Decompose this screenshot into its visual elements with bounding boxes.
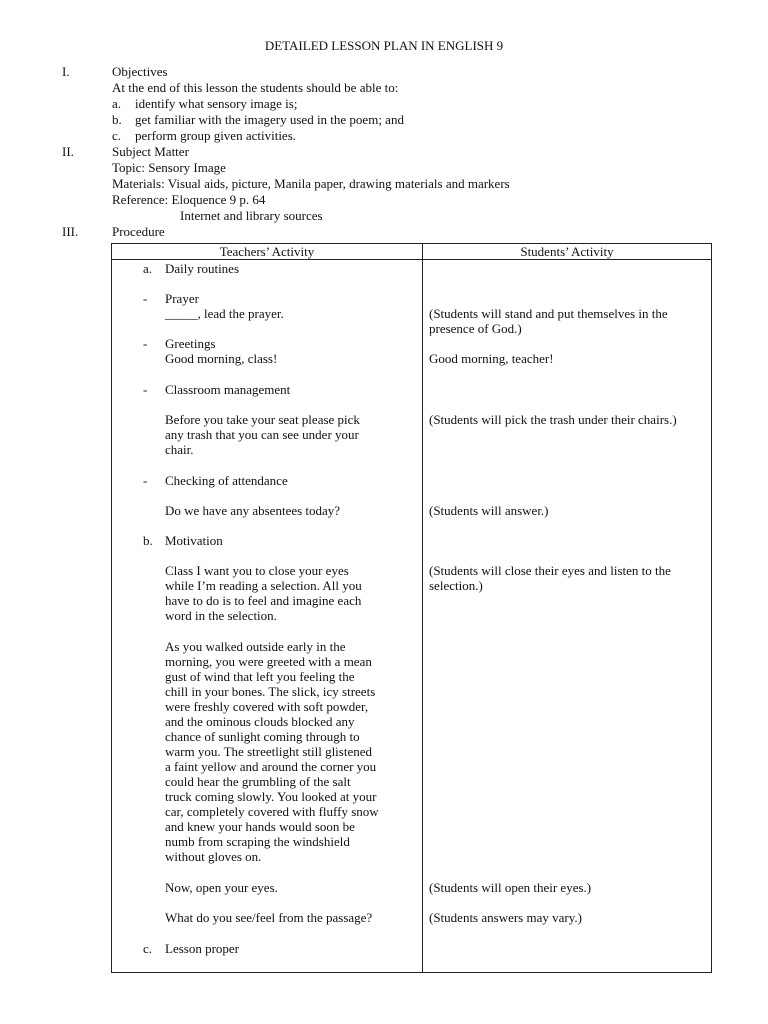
routine-label: Classroom management <box>165 382 291 397</box>
student-response: Good morning, teacher! <box>429 351 554 366</box>
teacher-line: Now, open your eyes. <box>165 880 278 895</box>
objective-text: get familiar with the imagery used in the poem; and <box>135 112 404 127</box>
section-number: II. <box>62 144 74 159</box>
students-activity-cell <box>423 260 712 973</box>
teachers-activity-cell <box>112 260 423 973</box>
reference-text-2: Internet and library sources <box>180 208 323 223</box>
teacher-line: _____, lead the prayer. <box>165 306 284 321</box>
reference-text: Reference: Eloquence 9 p. 64 <box>112 192 266 207</box>
section-heading: Objectives <box>112 64 168 79</box>
topic-text: Topic: Sensory Image <box>112 160 226 175</box>
objective-letter: a. <box>112 96 122 111</box>
section-heading: Subject Matter <box>112 144 189 159</box>
bullet-dash: - <box>143 382 148 397</box>
bullet-dash: - <box>143 473 148 488</box>
student-response: (Students will answer.) <box>429 503 549 518</box>
objective-letter: c. <box>112 128 122 143</box>
step-letter: b. <box>143 533 153 548</box>
objectives-intro: At the end of this lesson the students should be able to: <box>112 80 399 95</box>
procedure-heading-row <box>62 224 702 240</box>
subject-heading-row <box>62 144 702 160</box>
student-response: (Students will open their eyes.) <box>429 880 592 895</box>
student-response: (Students will stand and put themselves in the presence of God.) <box>429 306 668 336</box>
bullet-dash: - <box>143 291 148 306</box>
teachers-activity-header: Teachers’ Activity <box>112 244 423 260</box>
step-letter: c. <box>143 941 153 956</box>
motivation-instruction: Class I want you to close your eyes while I’m reading a selection. All you have to do is to feel and imagine each word in the selection. <box>165 563 362 623</box>
objective-item <box>62 128 702 144</box>
student-response: (Students will pick the trash under their chairs.) <box>429 412 677 427</box>
objective-text: perform group given activities. <box>135 128 297 143</box>
routine-label: Greetings <box>165 336 216 351</box>
objective-item <box>62 96 702 112</box>
step-label: Motivation <box>165 533 223 548</box>
step-label: Lesson proper <box>165 941 240 956</box>
objective-letter: b. <box>112 112 122 127</box>
reference-row-2 <box>62 208 702 224</box>
step-label: Daily routines <box>165 261 240 276</box>
materials-text: Materials: Visual aids, picture, Manila paper, drawing materials and markers <box>112 176 510 191</box>
teacher-line: Good morning, class! <box>165 351 278 366</box>
objectives-heading-row <box>62 64 702 80</box>
objective-item <box>62 112 702 128</box>
section-number: I. <box>62 64 70 79</box>
teacher-line: Do we have any absentees today? <box>165 503 341 518</box>
section-number: III. <box>62 224 79 239</box>
motivation-passage: As you walked outside early in the morning, you were greeted with a mean gust of wind that left you feeling the chill in your bones. The slick, icy streets were freshly covered with soft powder, and the ominous clouds blocked any chance of sunlight coming through to warm you. The streetlight still glistened a faint yellow and around the corner you could hear the grumbling of the salt truck coming slowly. You looked at your car, completely covered with fluffy snow and knew your hands would soon be numb from scraping the windshield without gloves on. <box>165 639 379 864</box>
materials-row <box>62 176 702 192</box>
reference-row <box>62 192 702 208</box>
topic-row <box>62 160 702 176</box>
section-heading: Procedure <box>112 224 165 239</box>
document-title: DETAILED LESSON PLAN IN ENGLISH 9 <box>264 38 504 53</box>
student-response: (Students answers may vary.) <box>429 910 582 925</box>
student-response: (Students will close their eyes and listen to the selection.) <box>429 563 671 593</box>
students-activity-header: Students’ Activity <box>423 244 712 260</box>
teacher-line: Before you take your seat please pick any trash that you can see under your chair. <box>165 412 360 457</box>
step-letter: a. <box>143 261 153 276</box>
teacher-line: What do you see/feel from the passage? <box>165 910 373 925</box>
lesson-outline <box>62 64 702 240</box>
routine-label: Prayer <box>165 291 199 306</box>
objective-text: identify what sensory image is; <box>135 96 298 111</box>
objectives-intro-row <box>62 80 702 96</box>
bullet-dash: - <box>143 336 148 351</box>
procedure-table <box>111 243 712 973</box>
routine-label: Checking of attendance <box>165 473 288 488</box>
